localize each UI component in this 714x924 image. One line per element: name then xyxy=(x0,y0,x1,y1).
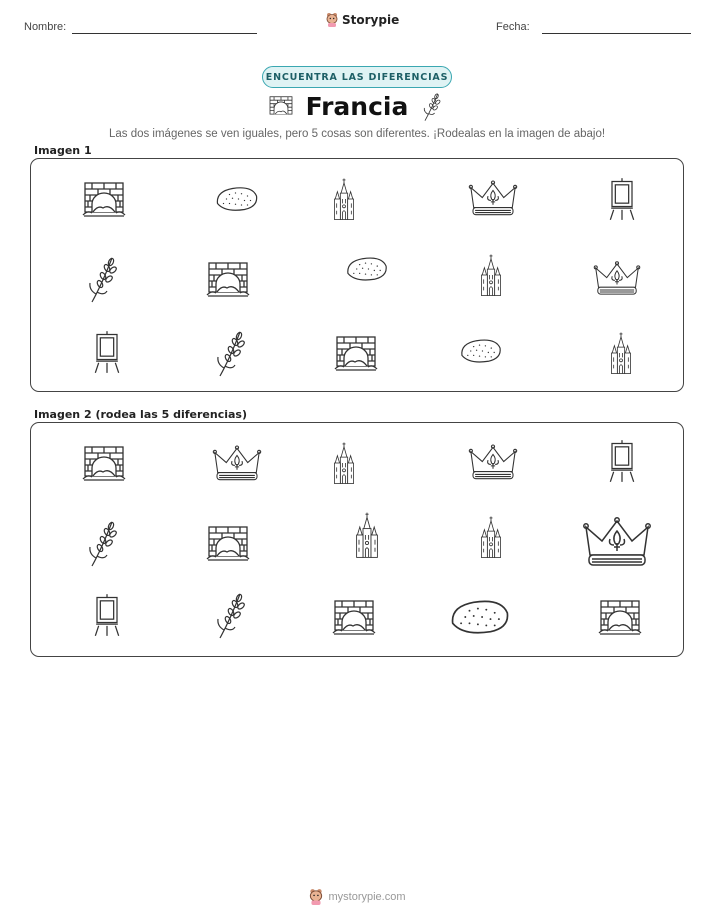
bread-icon[interactable] xyxy=(339,249,395,289)
cathedral-icon[interactable] xyxy=(324,437,364,489)
image2-panel xyxy=(30,422,684,657)
storypie-mascot-icon xyxy=(308,888,324,905)
bridge-icon[interactable] xyxy=(201,257,255,301)
lavender-icon[interactable] xyxy=(211,325,251,381)
bridge-icon[interactable] xyxy=(201,521,255,565)
crown-icon[interactable] xyxy=(579,509,655,577)
brand-logo xyxy=(325,12,399,27)
cathedral-icon[interactable] xyxy=(471,249,511,301)
lavender-icon[interactable] xyxy=(83,515,123,571)
date-field[interactable] xyxy=(542,33,691,34)
bridge-icon[interactable] xyxy=(327,595,381,639)
name-label: Nombre: xyxy=(24,21,67,33)
instructions: Las dos imágenes se ven iguales, pero 5 cosas son diferentes. ¡Rodealas en la imagen de abajo! xyxy=(108,128,606,140)
cathedral-icon[interactable] xyxy=(324,173,364,225)
brand-name: Storypie xyxy=(342,12,400,27)
bridge-icon[interactable] xyxy=(593,595,647,639)
storypie-mascot-icon xyxy=(325,12,339,27)
lavender-icon[interactable] xyxy=(83,251,123,307)
bread-icon[interactable] xyxy=(445,593,515,641)
date-label: Fecha: xyxy=(496,21,530,33)
bridge-icon[interactable] xyxy=(77,177,131,221)
crown-icon[interactable] xyxy=(458,177,528,221)
cathedral-icon[interactable] xyxy=(347,509,387,561)
crown-icon[interactable] xyxy=(458,441,528,485)
activity-badge: ENCUENTRA LAS DIFERENCIAS xyxy=(262,66,452,88)
bread-icon[interactable] xyxy=(453,331,509,371)
page-title: Francia xyxy=(305,92,409,121)
easel-icon[interactable] xyxy=(600,175,644,223)
bread-icon[interactable] xyxy=(209,179,265,219)
image1-label: Imagen 1 xyxy=(34,144,92,157)
cathedral-icon[interactable] xyxy=(471,511,511,563)
bridge-icon[interactable] xyxy=(329,331,383,375)
image2-label: Imagen 2 (rodea las 5 diferencias) xyxy=(34,408,248,421)
crown-icon[interactable] xyxy=(589,257,645,301)
lavender-icon xyxy=(421,90,443,127)
lavender-icon[interactable] xyxy=(211,587,251,643)
easel-icon[interactable] xyxy=(600,437,644,485)
cathedral-icon[interactable] xyxy=(601,327,641,379)
name-field[interactable] xyxy=(72,33,257,34)
crown-icon[interactable] xyxy=(207,441,267,487)
image1-panel xyxy=(30,158,684,392)
bridge-icon[interactable] xyxy=(77,441,131,485)
title-lavender-icon xyxy=(421,90,443,122)
easel-icon[interactable] xyxy=(87,589,127,641)
easel-icon[interactable] xyxy=(87,327,127,377)
footer-url[interactable]: mystorypie.com xyxy=(328,890,406,903)
footer xyxy=(0,888,714,905)
